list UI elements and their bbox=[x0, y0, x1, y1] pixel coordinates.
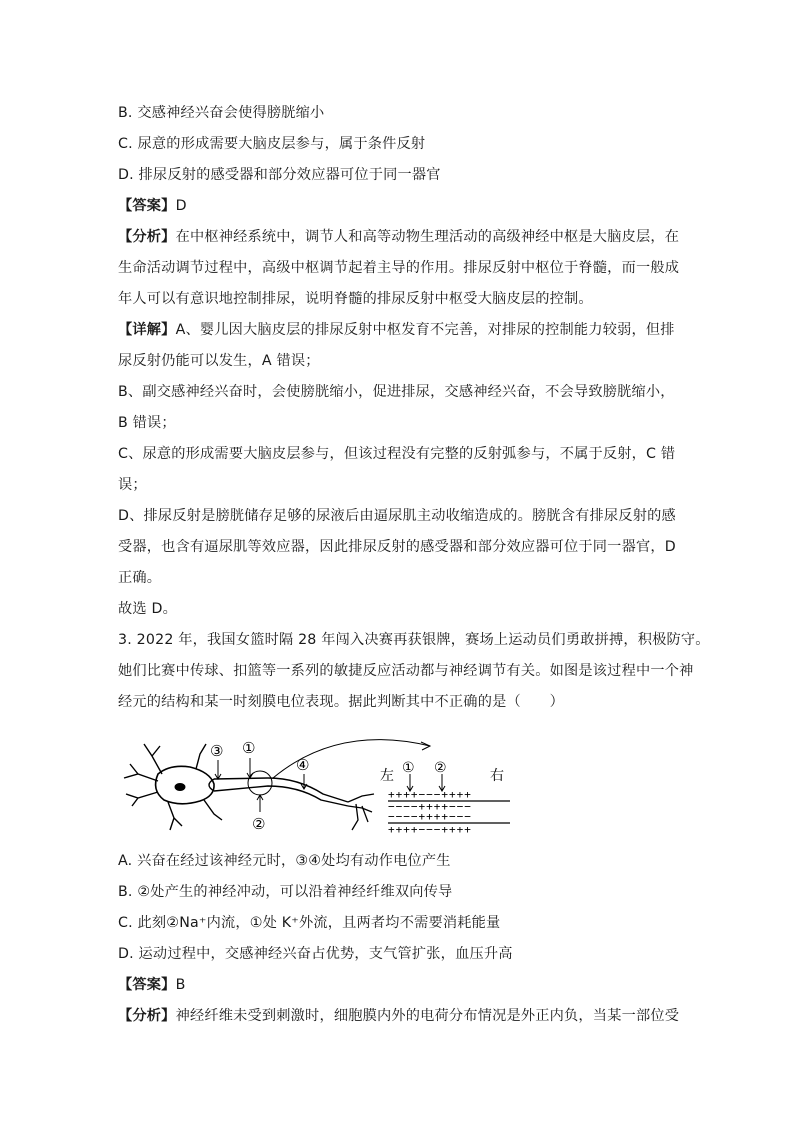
marker-1-label: ① bbox=[242, 739, 256, 757]
analysis-line: 【分析】神经纤维未受到刺激时，细胞膜内外的电荷分布情况是外正内负，当某一部位受 bbox=[118, 1008, 680, 1024]
question-stem-line: 经元的结构和某一时刻膜电位表现。据此判断其中不正确的是（ ） bbox=[118, 694, 565, 710]
membrane-marker-2: ② bbox=[434, 760, 447, 776]
axon bbox=[209, 778, 348, 806]
detail-line: 正确。 bbox=[118, 570, 162, 586]
choice-c-line: C. 此刻②Na⁺内流，①处 K⁺外流，且两者均不需要消耗能量 bbox=[118, 915, 501, 931]
answer-line: 【答案】B bbox=[118, 977, 186, 993]
membrane-row-inner-bottom: −−−−++++−−− bbox=[388, 810, 472, 823]
conclusion-line: 故选 D。 bbox=[118, 601, 177, 617]
choice-a-line: A. 兴奋在经过该神经元时，③④处均有动作电位产生 bbox=[118, 853, 451, 869]
axon-terminal bbox=[348, 794, 374, 830]
question-stem-line: 3. 2022 年，我国女篮时隔 28 年闯入决赛再获银牌，赛场上运动员们勇敢拼搏，积极防守。 bbox=[118, 632, 710, 648]
detail-line: D、排尿反射是膀胱储存足够的尿液后由逼尿肌主动收缩造成的。膀胱含有排尿反射的感 bbox=[118, 508, 676, 524]
neuron-nucleus bbox=[175, 783, 186, 791]
analysis-line: 年人可以有意识地控制排尿，说明脊髓的排尿反射中枢受大脑皮层的控制。 bbox=[118, 291, 593, 307]
neuron-cell-body bbox=[156, 766, 215, 803]
neuron-diagram bbox=[118, 734, 518, 834]
choice-b-line: B. ②处产生的神经冲动，可以沿着神经纤维双向传导 bbox=[118, 884, 453, 900]
detail-line: 尿反射仍能可以发生，A 错误； bbox=[118, 353, 320, 369]
option-b-line: B. 交感神经兴奋会使得膀胱缩小 bbox=[118, 105, 325, 121]
membrane-row-outer-bottom: ++++−−−++++ bbox=[388, 823, 472, 834]
membrane-row-inner-top: −−−−++++−−− bbox=[388, 800, 472, 813]
analysis-line: 生命活动调节过程中，高级中枢调节起着主导的作用。排尿反射中枢位于脊髓，而一般成 bbox=[118, 260, 680, 276]
dendrites bbox=[124, 744, 222, 830]
membrane-left-label: 左 bbox=[380, 768, 394, 784]
membrane-right-label: 右 bbox=[490, 768, 504, 784]
question-stem-line: 她们比赛中传球、扣篮等一系列的敏捷反应活动都与神经调节有关。如图是该过程中一个神 bbox=[118, 663, 694, 679]
detail-line: B 错误； bbox=[118, 415, 176, 431]
detail-line: 受器，也含有逼尿肌等效应器，因此排尿反射的感受器和部分效应器可位于同一器官，D bbox=[118, 539, 676, 555]
detail-line: 误； bbox=[118, 477, 147, 493]
detail-line: B、副交感神经兴奋时，会使膀胱缩小，促进排尿，交感神经兴奋，不会导致膀胱缩小， bbox=[118, 384, 675, 400]
marker-3-label: ③ bbox=[210, 742, 224, 760]
detail-line: 【详解】A、婴儿因大脑皮层的排尿反射中枢发育不完善，对排尿的控制能力较弱，但排 bbox=[118, 322, 675, 338]
membrane-marker-1: ① bbox=[402, 760, 415, 776]
option-c-line: C. 尿意的形成需要大脑皮层参与，属于条件反射 bbox=[118, 136, 426, 152]
marker-4-label: ④ bbox=[296, 756, 310, 774]
option-d-line: D. 排尿反射的感受器和部分效应器可位于同一器官 bbox=[118, 167, 441, 183]
analysis-line: 【分析】在中枢神经系统中，调节人和高等动物生理活动的高级神经中枢是大脑皮层，在 bbox=[118, 229, 680, 245]
answer-line: 【答案】D bbox=[118, 198, 187, 214]
membrane-row-outer-top: ++++−−−++++ bbox=[388, 788, 472, 801]
choice-d-line: D. 运动过程中，交感神经兴奋占优势，支气管扩张，血压升高 bbox=[118, 946, 513, 962]
marker-2-label: ② bbox=[252, 815, 266, 833]
detail-line: C、尿意的形成需要大脑皮层参与，但该过程没有完整的反射弧参与，不属于反射，C 错 bbox=[118, 446, 676, 462]
